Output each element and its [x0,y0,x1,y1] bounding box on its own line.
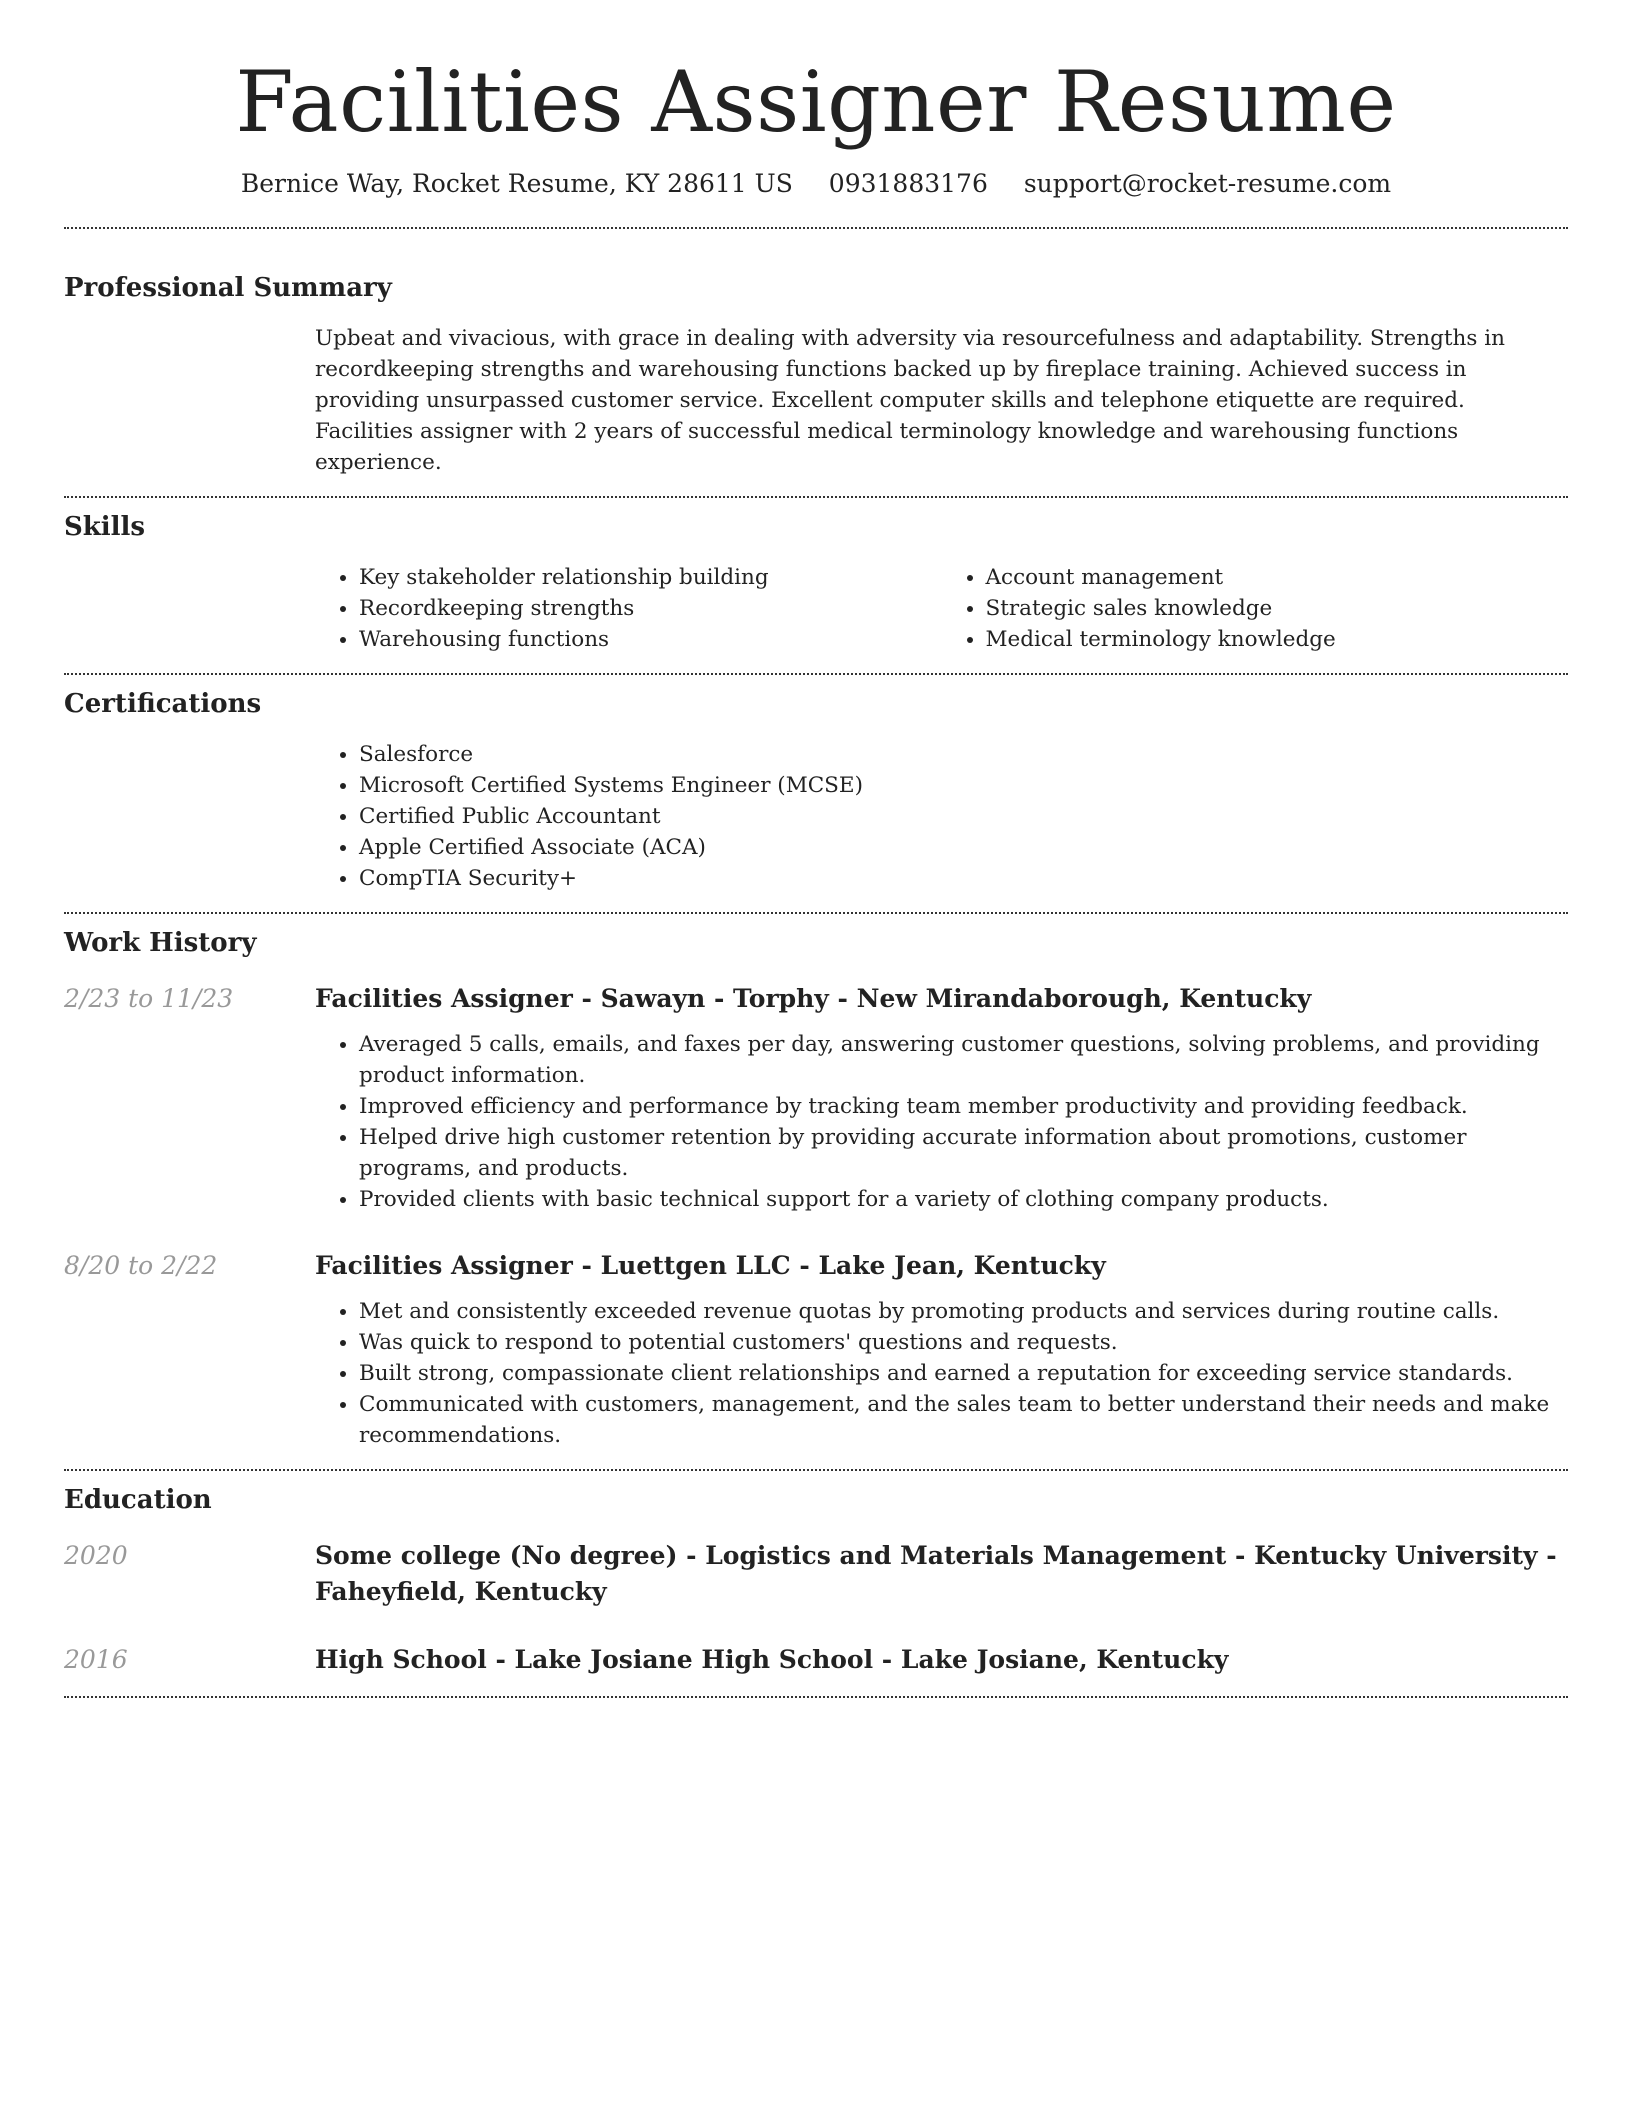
skills-heading: Skills [64,512,146,542]
job-bullets [315,1029,1568,1215]
list-item: • Provided clients with basic technical support for a variety of clothing company products. [359,1184,1568,1215]
job-date: 8/20 to 2/22 [64,1251,218,1280]
list-item: • Microsoft Certified Systems Engineer (MCSE) [359,770,1568,801]
education-section [64,1482,1568,1678]
list-item: • Was quick to respond to potential customers' questions and requests. [359,1327,1568,1358]
education-entry [64,1538,1568,1610]
summary-heading: Professional Summary [64,273,392,303]
job-date: 2/23 to 11/23 [64,984,234,1013]
list-item: • CompTIA Security+ [359,863,1568,894]
skills-list-left [315,562,942,655]
skills-list-right [942,562,1569,655]
list-item: • Averaged 5 calls, emails, and faxes per day, answering customer questions, solving problems, and providing product information. [359,1029,1568,1091]
certifications-section [64,686,1568,894]
divider [64,227,1568,229]
job-title: Facilities Assigner - Luettgen LLC - Lake Jean, Kentucky [315,1251,1106,1280]
list-item: • Met and consistently exceeded revenue quotas by promoting products and services during routine calls. [359,1296,1568,1327]
list-item: • Helped drive high customer retention by providing accurate information about promotions, customer programs, and products. [359,1122,1568,1184]
list-item: • Communicated with customers, management, and the sales team to better understand their needs and make recommendations. [359,1389,1568,1451]
certifications-list [315,739,1568,894]
summary-text: Upbeat and vivacious, with grace in dealing with adversity via resourcefulness and adaptability. Strengths in recordkeeping strengths and warehousing functions backed up by fireplace training. Achieved success in providing unsurpassed customer service. Excellent computer skills and telephone etiquette are required. Facilities assigner with 2 years of successful medical terminology knowledge and warehousing functions experience. [315,326,1505,475]
education-entry [64,1642,1568,1678]
list-item: • Apple Certified Associate (ACA) [359,832,1568,863]
list-item: • Key stakeholder relationship building [359,562,942,593]
contact-line [64,166,1568,202]
education-title: High School - Lake Josiane High School - Lake Josiane, Kentucky [315,1645,1229,1674]
work-heading: Work History [64,928,257,958]
list-item: • Account management [986,562,1569,593]
list-item: • Strategic sales knowledge [986,593,1569,624]
list-item: • Recordkeeping strengths [359,593,942,624]
education-date: 2020 [64,1541,128,1570]
list-item: • Certified Public Accountant [359,801,1568,832]
job-bullets [315,1296,1568,1451]
divider [64,1469,1568,1471]
list-item: • Medical terminology knowledge [986,624,1569,655]
job-entry [64,1248,1568,1451]
list-item: • Salesforce [359,739,1568,770]
list-item: • Built strong, compassionate client relationships and earned a reputation for exceeding service standards. [359,1358,1568,1389]
divider [64,673,1568,675]
contact-phone: 0931883176 [828,169,988,198]
education-date: 2016 [64,1645,128,1674]
resume-page [64,0,1568,1698]
list-item: • Warehousing functions [359,624,942,655]
certifications-heading: Certifications [64,689,262,719]
job-title: Facilities Assigner - Sawayn - Torphy - New Mirandaborough, Kentucky [315,984,1312,1013]
summary-section [64,270,1568,478]
list-item: • Improved efficiency and performance by tracking team member productivity and providing feedback. [359,1091,1568,1122]
divider [64,496,1568,498]
divider [64,912,1568,914]
divider [64,1696,1568,1698]
contact-address: Bernice Way, Rocket Resume, KY 28611 US [240,169,793,198]
resume-title: Facilities Assigner Resume [235,53,1397,151]
work-section [64,925,1568,1451]
skills-section [64,509,1568,655]
contact-email: support@rocket-resume.com [1023,169,1392,198]
job-entry [64,981,1568,1215]
education-title: Some college (No degree) - Logistics and Materials Management - Kentucky University - Faheyfield, Kentucky [315,1541,1557,1606]
education-heading: Education [64,1485,212,1515]
